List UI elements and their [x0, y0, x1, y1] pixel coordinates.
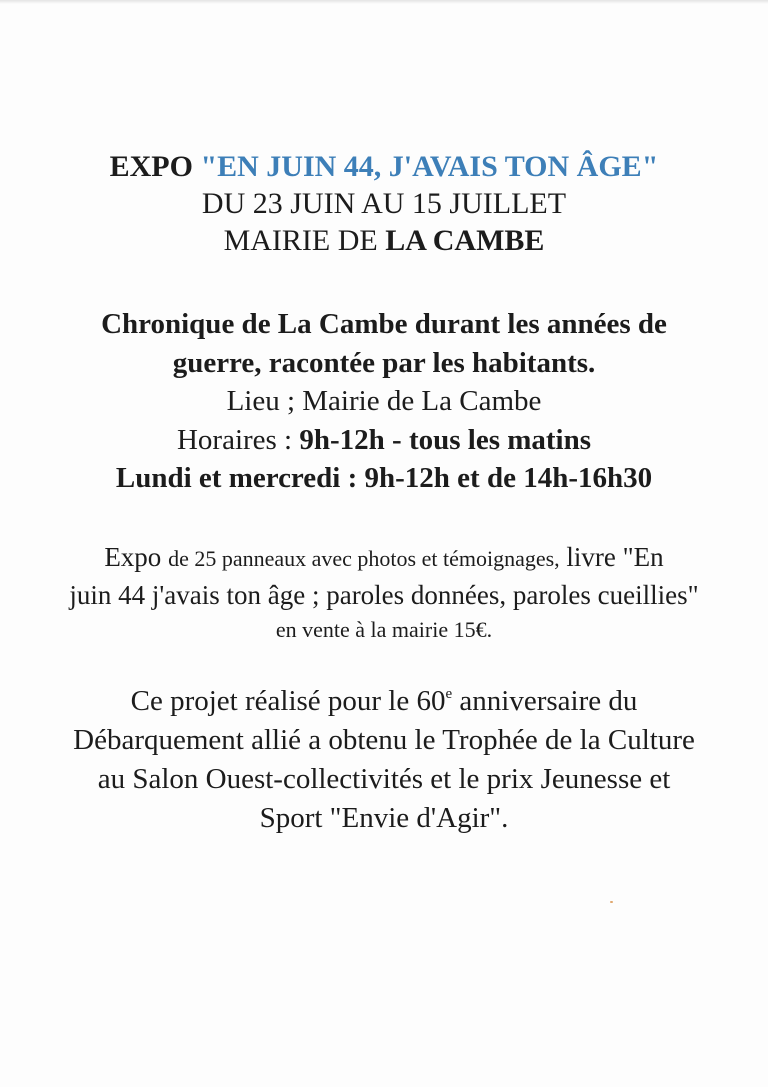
project-line-2: Débarquement allié a obtenu le Trophée de la Culture	[73, 724, 695, 756]
scan-edge	[0, 0, 768, 4]
description-line-1	[0, 539, 768, 577]
hours-value: 9h-12h - tous les matins	[299, 423, 592, 456]
project-line-1-start: Ce projet réalisé pour le 60	[130, 685, 446, 717]
description-block	[0, 539, 768, 646]
expo-label: EXPO	[109, 150, 193, 183]
venue-name: LA CAMBE	[385, 224, 545, 257]
book-word: livre	[566, 542, 616, 572]
description-line-2: juin 44 j'avais ton âge ; paroles données, paroles cueillies"	[69, 580, 699, 610]
project-block	[0, 682, 768, 838]
chronicle-line-1: Chronique de La Cambe durant les années de	[101, 308, 667, 340]
hours-line	[0, 421, 768, 460]
hours-label: Horaires :	[176, 423, 293, 456]
ordinal-superscript: e	[445, 686, 453, 702]
exhibit-dates: DU 23 JUIN AU 15 JUILLET	[201, 187, 567, 220]
description-line-3: en vente à la mairie 15€.	[275, 617, 493, 642]
exhibit-title: "EN JUIN 44, J'AVAIS TON ÂGE"	[200, 150, 659, 183]
project-line-1	[0, 682, 768, 721]
project-line-3: au Salon Ouest-collectivités et le prix Jeunesse et	[97, 763, 671, 795]
scan-speck	[610, 901, 613, 903]
title-line	[0, 148, 768, 185]
extra-hours-line: Lundi et mercredi : 9h-12h et de 14h-16h30	[115, 462, 653, 494]
project-line-4: Sport "Envie d'Agir".	[259, 802, 509, 834]
panels-text: de 25 panneaux avec photos et témoignages,	[168, 546, 560, 571]
chronicle-line-2: guerre, racontée par les habitants.	[172, 346, 596, 379]
place-line: Lieu ; Mairie de La Cambe	[226, 385, 542, 417]
expo-word: Expo	[104, 542, 162, 572]
book-title-start: "En	[622, 542, 664, 572]
project-line-1-end: anniversaire du	[459, 685, 638, 717]
chronicle-block	[0, 305, 768, 498]
venue-prefix: MAIRIE DE	[223, 224, 378, 257]
title-block	[0, 148, 768, 259]
venue-line	[0, 222, 768, 259]
